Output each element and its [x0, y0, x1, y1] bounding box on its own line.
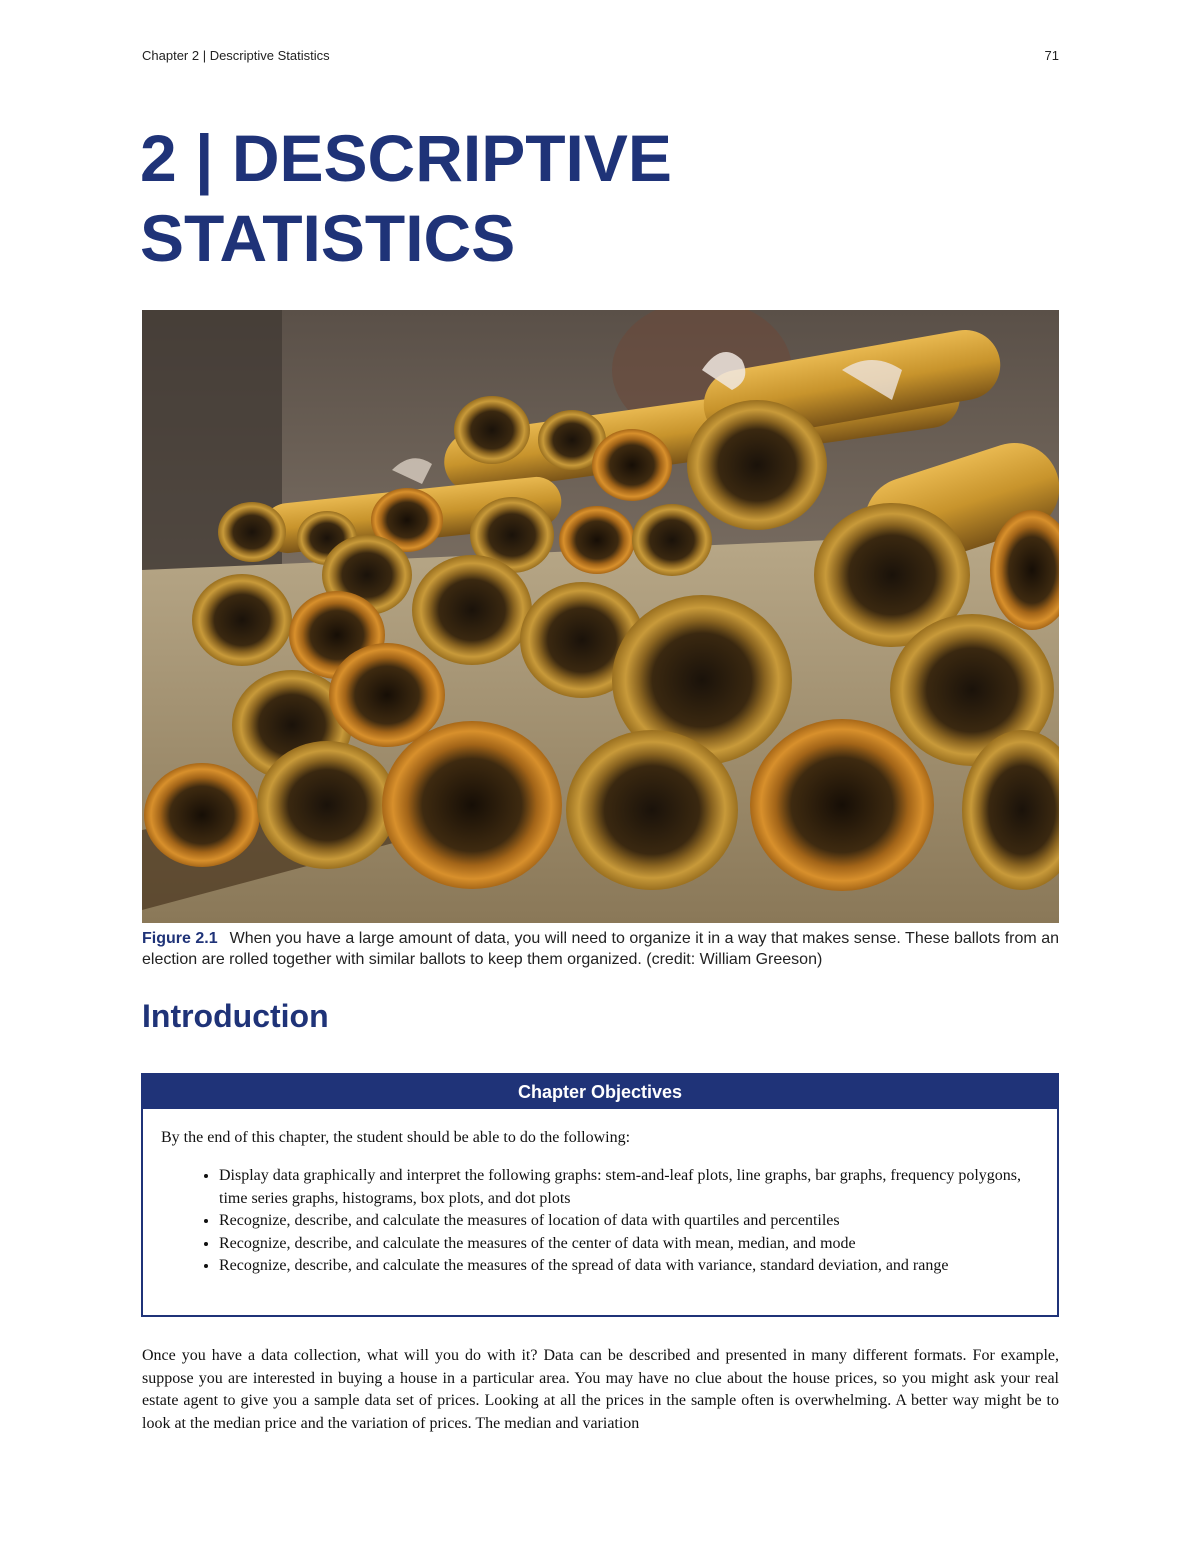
- chapter-title: [140, 118, 1060, 278]
- chapter-objectives-intro: By the end of this chapter, the student should be able to do the following:: [161, 1129, 631, 1146]
- rolled-ballots-illustration: [142, 310, 1059, 923]
- chapter-title-line-1: 2 | DESCRIPTIVE: [140, 121, 672, 195]
- body-paragraph: Once you have a data collection, what will you do with it? Data can be described and presented in many different formats. For example, suppose you are interested in buying a house in a particular area. You may have no clue about the house prices, so you might ask your real estate agent to give you a sample data set of prices. Looking at all the prices in the sample often is overwhelming. A better way might be to look at the median price and the variation of prices. The median and variation: [142, 1347, 1059, 1432]
- chapter-title-line-2: STATISTICS: [140, 201, 516, 275]
- running-head: [142, 48, 1059, 66]
- running-head-chapter: Chapter 2 | Descriptive Statistics: [142, 48, 330, 63]
- figure-ballots-photo: [142, 310, 1059, 923]
- objective-item: • Recognize, describe, and calculate the measures of location of data with quartiles and percentiles: [219, 1210, 1049, 1233]
- chapter-objectives-title: Chapter Objectives: [143, 1075, 1057, 1109]
- chapter-objectives-box: [141, 1073, 1059, 1317]
- figure-caption: [142, 928, 1059, 970]
- objective-item: • Recognize, describe, and calculate the measures of the spread of data with variance, standard deviation, and range: [219, 1255, 1049, 1278]
- figure-caption-text: When you have a large amount of data, you will need to organize it in a way that makes sense. These ballots from an election are rolled together with similar ballots to keep them organized. (credit: William Greeson): [142, 930, 1060, 968]
- objective-item: • Display data graphically and interpret the following graphs: stem-and-leaf plots, line graphs, bar graphs, frequency polygons, time series graphs, histograms, box plots, and dot plots: [219, 1165, 1049, 1210]
- page-number: 71: [1044, 48, 1059, 63]
- figure-label: Figure 2.1: [142, 930, 218, 947]
- section-heading-introduction: Introduction: [142, 998, 329, 1034]
- chapter-objectives-list: [199, 1165, 1049, 1278]
- objective-item: • Recognize, describe, and calculate the measures of the center of data with mean, median, and mode: [219, 1233, 1049, 1256]
